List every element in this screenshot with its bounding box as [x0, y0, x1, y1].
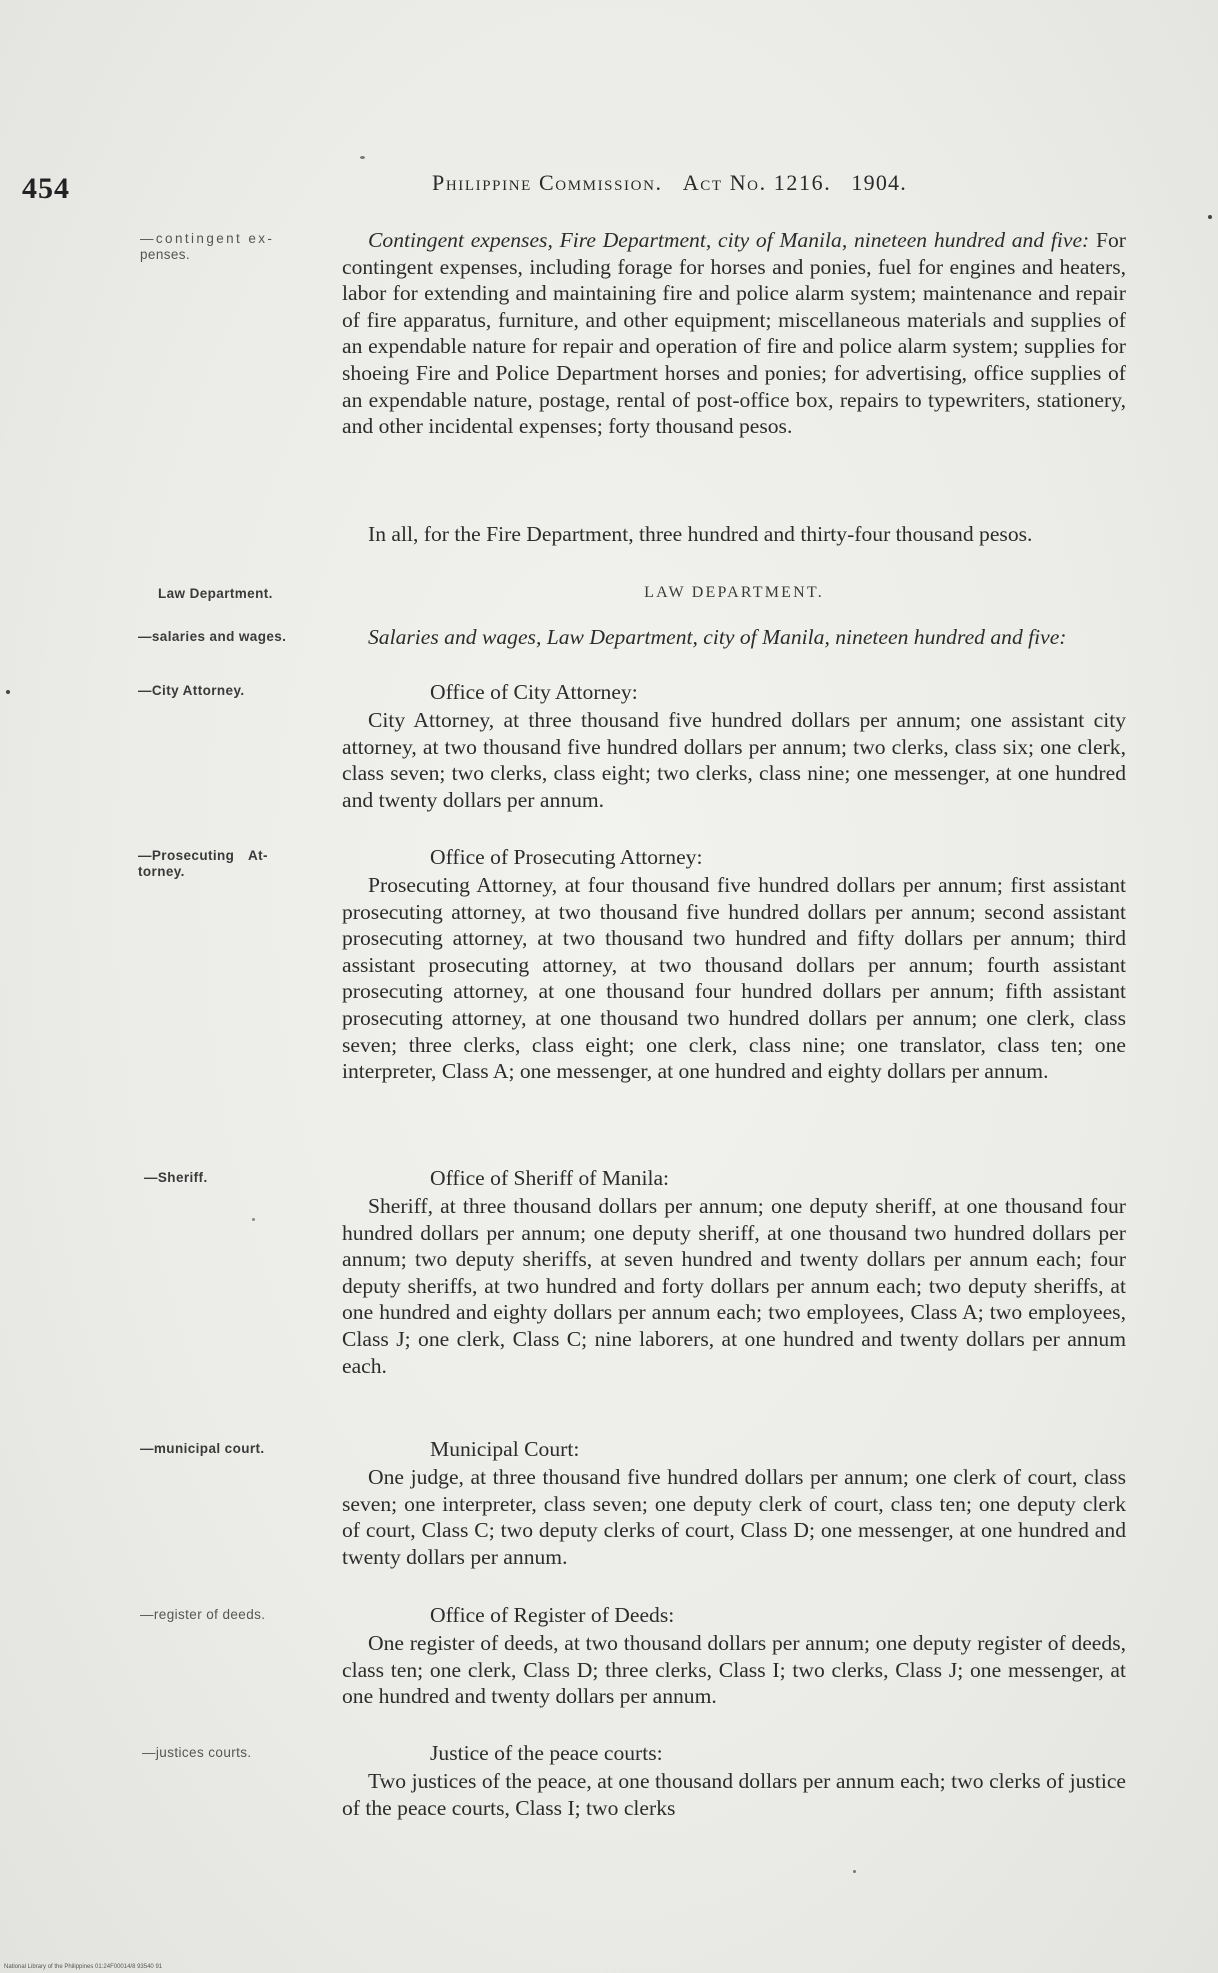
sheriff-text: Sheriff, at three thousand dollars per annum; one deputy sheriff, at one thousand four hundred dollars per annum; one deputy sheriff, at one thousand two hundred dollars per annum; two deputy sheriffs, at seven hundred and twenty dollars per annum each; four deputy sheriffs, at two hundred and forty dollars per annum each; two deputy sheriffs, at one hundred and eighty dollars per annum each; two employees, Class A; two employees, Class J; one clerk, Class C; nine laborers, at one hundred and twenty dollars per annum each.: [342, 1194, 1126, 1378]
salaries-heading-text: Salaries and wages, Law Department, city of Manila, nineteen hundred and five:: [368, 625, 1067, 649]
scan-speck: [252, 1218, 255, 1221]
running-head-act: Act No. 1216.: [682, 170, 832, 195]
page-number: 454: [22, 172, 70, 205]
register-of-deeds-heading: Office of Register of Deeds:: [430, 1603, 675, 1627]
city-attorney-text: City Attorney, at three thousand five hundred dollars per annum; one assistant city attorney, at two thousand five hundred dollars per annum; two clerks, class six; one clerk, class seven; two clerks, class eight; two clerks, class nine; one messenger, at one hundred and twenty dollars per annum.: [342, 708, 1126, 812]
fire-department-total: In all, for the Fire Department, three hundred and thirty-four thousand pesos.: [368, 522, 1033, 546]
scan-speck: [360, 156, 365, 159]
margin-note-municipal-court: —municipal court.: [140, 1441, 265, 1456]
margin-note-register-of-deeds: —register of deeds.: [140, 1607, 266, 1622]
margin-note-city-attorney: —City Attorney.: [138, 683, 245, 698]
margin-note-salaries: —salaries and wages.: [138, 629, 287, 644]
salaries-heading: [342, 624, 1126, 651]
margin-note-line: penses.: [140, 247, 191, 262]
justice-courts-text: Two justices of the peace, at one thousand dollars per annum each; two clerks of justice of the peace courts, Class I; two clerks: [342, 1769, 1126, 1820]
scan-speck: [6, 690, 10, 694]
scan-speck: [1208, 215, 1212, 219]
running-head: [432, 170, 907, 196]
margin-note-contingent: [140, 231, 274, 263]
margin-note-prosecuting: [138, 848, 268, 880]
library-footer-stamp: National Library of the Philippines 01:24F00014/8 93540 91: [4, 1964, 163, 1970]
law-department-heading: LAW DEPARTMENT.: [644, 584, 824, 601]
margin-note-line: torney.: [138, 864, 185, 879]
running-head-title: Philippine Commission.: [432, 170, 663, 195]
margin-note-law-department: Law Department.: [158, 586, 273, 601]
margin-note-justices-courts: —justices courts.: [142, 1745, 252, 1760]
margin-note-line: —contingent ex-: [140, 231, 275, 246]
margin-note-line: —Prosecuting At-: [138, 848, 268, 863]
municipal-court-heading: Municipal Court:: [430, 1437, 580, 1461]
contingent-expenses-text: For contingent expenses, including forage for horses and ponies, fuel for engines and heaters, labor for extending and maintaining fire and police alarm system; maintenance and repair of fire apparatus, furniture, and other equipment; miscellaneous materials and supplies of an expendable nature for repair and operation of fire and police alarm system; supplies for shoeing Fire and Police Department horses and ponies; for advertising, office supplies of an expendable nature, postage, rental of post-office box, repairs to typewriters, stationery, and other incidental expenses; forty thousand pesos.: [342, 228, 1126, 439]
contingent-expenses-heading: Contingent expenses, Fire Department, city of Manila, nineteen hundred and five:: [368, 228, 1090, 252]
sheriff-heading: Office of Sheriff of Manila:: [430, 1166, 670, 1190]
contingent-expenses-paragraph: [342, 227, 1126, 440]
city-attorney-heading: Office of City Attorney:: [430, 680, 638, 704]
prosecuting-attorney-text: Prosecuting Attorney, at four thousand five hundred dollars per annum; first assistant prosecuting attorney, at two thousand five hundred dollars per annum; second assistant prosecuting attorney, at two thousand two hundred and fifty dollars per annum; third assistant prosecuting attorney, at two thousand dollars per annum; fourth assistant prosecuting attorney, at one thousand four hundred dollars per annum; fifth assistant prosecuting attorney, at one thousand two hundred dollars per annum; one clerk, class seven; three clerks, class eight; one clerk, class nine; one translator, class ten; one interpreter, Class A; one messenger, at one hundred and eighty dollars per annum.: [342, 873, 1126, 1084]
register-of-deeds-text: One register of deeds, at two thousand dollars per annum; one deputy register of deeds, class ten; one clerk, Class D; three clerks, Class I; two clerks, Class J; one messenger, at one hundred and twenty dollars per annum.: [342, 1631, 1126, 1709]
scan-speck: [853, 1870, 856, 1873]
justice-courts-heading: Justice of the peace courts:: [430, 1741, 663, 1765]
running-head-year: 1904.: [851, 170, 907, 195]
municipal-court-text: One judge, at three thousand five hundred dollars per annum; one clerk of court, class seven; one interpreter, class seven; one deputy clerk of court, class ten; one deputy clerk of court, Class C; two deputy clerks of court, Class D; one messenger, at one hundred and twenty dollars per annum.: [342, 1465, 1126, 1569]
margin-note-sheriff: —Sheriff.: [144, 1170, 208, 1185]
prosecuting-attorney-heading: Office of Prosecuting Attorney:: [430, 845, 703, 869]
